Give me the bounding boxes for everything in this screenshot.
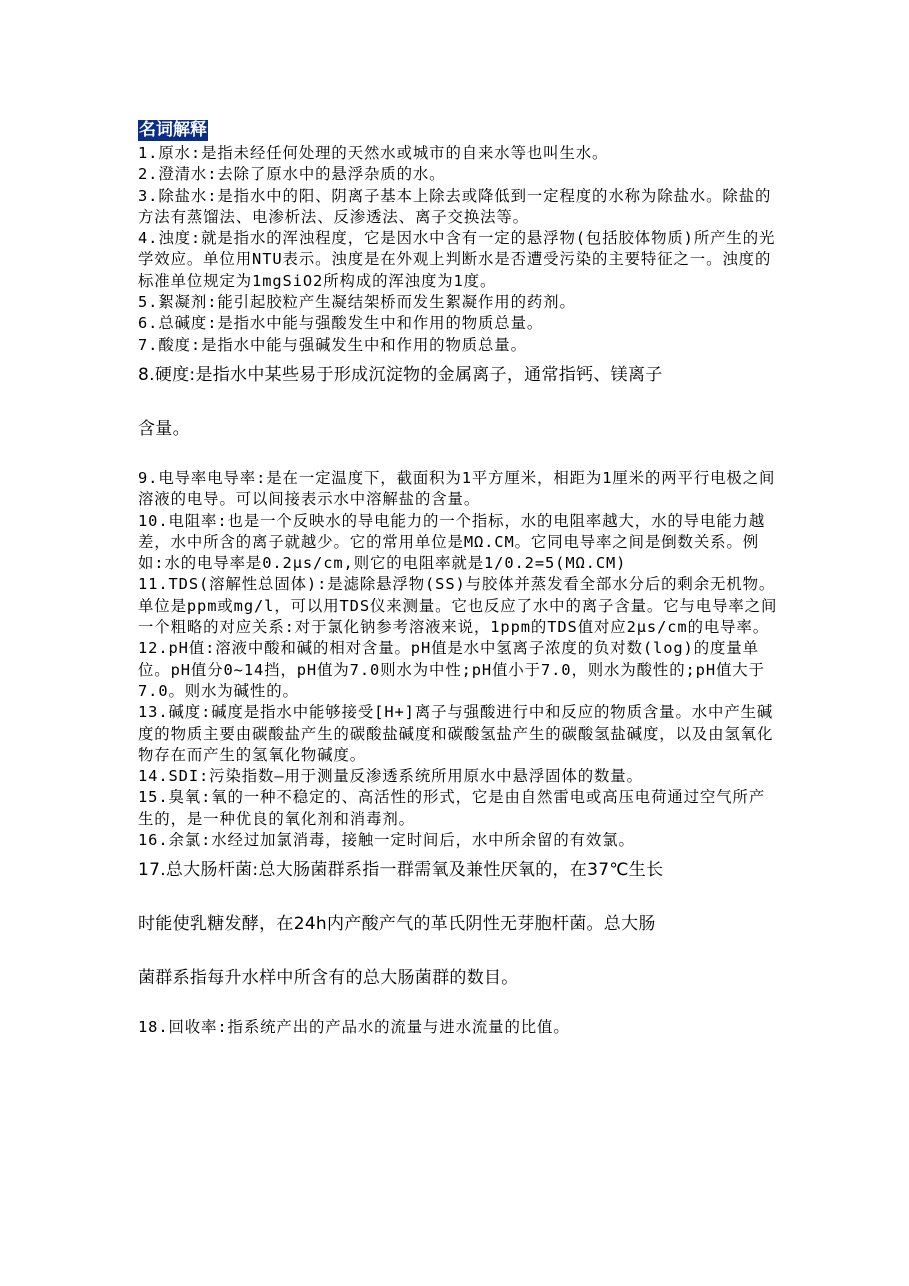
definition-item-coliform <box>138 855 778 1017</box>
definition-item: 11.TDS(溶解性总固体):是滤除悬浮物(SS)与胶体并蒸发看全部水分后的剩余无机物。单位是ppm或mg/l，可以用TDS仪来测量。它也反应了水中的离子含量。它与电导率之间一个粗略的对应关系:对于氯化钠参考溶液来说，1ppm的TDS值对应2μs/cm的电导率。 <box>138 575 778 637</box>
definition-item: 3.除盐水:是指水中的阳、阴离子基本上除去或降低到一定程度的水称为除盐水。除盐的方法有蒸馏法、电渗析法、反渗透法、离子交换法等。 <box>138 186 772 226</box>
definition-item: 10.电阻率:也是一个反映水的导电能力的一个指标，水的电阻率越大，水的导电能力越差，水中所含的离子就越少。它的常用单位是MΩ.CM。它同电导率之间是倒数关系。例如:水的电导率是0.2μs/cm,则它的电阻率就是1/0.2=5(MΩ.CM) <box>138 511 766 573</box>
definition-item: 12.pH值:溶液中酸和碱的相对含量。pH值是水中氢离子浓度的负对数(log)的度量单位。pH值分0~14挡，pH值为7.0则水为中性;pH值小于7.0，则水为酸性的;pH值大于7.0。则水为碱性的。 <box>138 639 765 700</box>
definition-item: 5.絮凝剂:能引起胶粒产生凝结架桥而发生絮凝作用的药剂。 <box>138 293 576 312</box>
definition-item: 6.总碱度:是指水中能与强酸发生中和作用的物质总量。 <box>138 314 544 333</box>
definition-item: 9.电导率电导率:是在一定温度下，截面积为1平方厘米，相距为1厘米的两平行电极之间溶液的电导。可以间接表示水中溶解盐的含量。 <box>138 468 776 509</box>
definitions-block-2 <box>138 468 778 851</box>
definition-item: 14.SDI:污染指数—用于测量反渗透系统所用原水中悬浮固体的数量。 <box>138 767 643 786</box>
definition-item-hardness <box>138 360 778 468</box>
definition-item: 15.臭氧:氧的一种不稳定的、高活性的形式，它是由自然雷电或高压电荷通过空气所产生的，是一种优良的氧化剂和消毒剂。 <box>138 788 766 828</box>
definition-item: 16.余氯:水经过加氯消毒，接触一定时间后，水中所余留的有效氯。 <box>138 831 635 850</box>
definition-item: 13.碱度:碱度是指水中能够接受[H+]离子与强酸进行中和反应的物质含量。水中产生碱度的物质主要由碳酸盐产生的碳酸盐碱度和碳酸氢盐产生的碳酸氢盐碱度，以及由氢氧化物存在而产生的氢氧化物碱度。 <box>138 703 774 764</box>
text-line: 含量。 <box>138 418 190 439</box>
definition-item: 4.浊度:就是指水的浑浊程度，它是因水中含有一定的悬浮物(包括胶体物质)所产生的光学效应。单位用NTU表示。浊度是在外观上判断水是否遭受污染的主要特征之一。浊度的标准单位规定为1mgSiO2所构成的浑浊度为1度。 <box>138 229 776 290</box>
text-line: 菌群系指每升水样中所含有的总大肠菌群的数目。 <box>138 968 519 989</box>
text-line: 8.硬度:是指水中某些易于形成沉淀物的金属离子，通常指钙、镁离子 <box>138 364 663 385</box>
definitions-block-1 <box>138 143 778 356</box>
text-line: 时能使乳糖发酵，在24h内产酸产气的革氏阴性无芽胞杆菌。总大肠 <box>138 914 656 935</box>
text-line: 17.总大肠杆菌:总大肠菌群系指一群需氧及兼性厌氧的，在37℃生长 <box>138 860 664 881</box>
definition-item: 2.澄清水:去除了原水中的悬浮杂质的水。 <box>138 165 446 184</box>
section-heading: 名词解释 <box>139 120 207 140</box>
definition-item: 1.原水:是指未经任何处理的天然水或城市的自来水等也叫生水。 <box>138 144 609 162</box>
definition-item-recovery: 18.回收率:指系统产出的产品水的流量与进水流量的比值。 <box>138 1018 570 1037</box>
definition-item: 7.酸度:是指水中能与强碱发生中和作用的物质总量。 <box>138 335 527 354</box>
document-page <box>138 120 778 1039</box>
